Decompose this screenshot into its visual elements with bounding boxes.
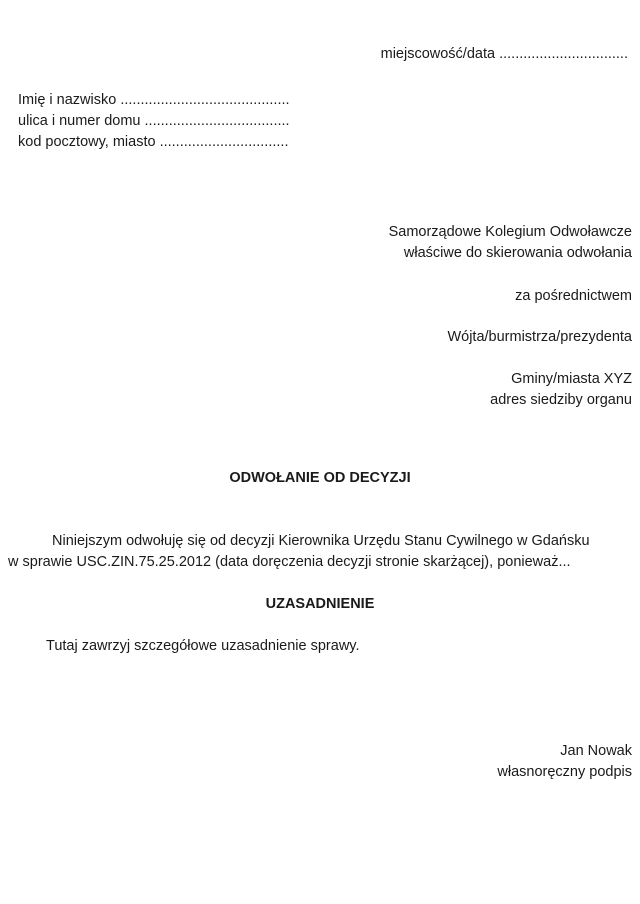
justification-text: Tutaj zawrzyj szczegółowe uzasadnienie sprawy. bbox=[46, 638, 360, 654]
justification-heading: UZASADNIENIE bbox=[265, 596, 375, 612]
document-title: ODWOŁANIE OD DECYZJI bbox=[229, 470, 411, 486]
body-line-1: Niniejszym odwołuję się od decyzji Kierownika Urzędu Stanu Cywilnego w Gdańsku bbox=[52, 533, 590, 549]
place-date-line: miejscowość/data ................................ bbox=[380, 46, 628, 62]
recipient-authority: Wójta/burmistrza/prezydenta bbox=[447, 329, 632, 345]
sender-city-line: kod pocztowy, miasto ................................ bbox=[18, 134, 289, 150]
body-line-2: w sprawie USC.ZIN.75.25.2012 (data doręczenia decyzji stronie skarżącej), ponieważ... bbox=[8, 554, 571, 570]
sender-name-line: Imię i nazwisko .......................................... bbox=[18, 92, 290, 108]
signature-name: Jan Nowak bbox=[560, 743, 632, 759]
recipient-municipality: Gminy/miasta XYZ bbox=[511, 371, 632, 387]
recipient-line-2: właściwe do skierowania odwołania bbox=[403, 245, 632, 261]
recipient-line-1: Samorządowe Kolegium Odwoławcze bbox=[388, 224, 632, 240]
sender-street-line: ulica i numer domu .................................... bbox=[18, 113, 290, 129]
recipient-via: za pośrednictwem bbox=[515, 288, 632, 304]
signature-label: własnoręczny podpis bbox=[497, 764, 632, 780]
recipient-address: adres siedziby organu bbox=[490, 392, 632, 408]
